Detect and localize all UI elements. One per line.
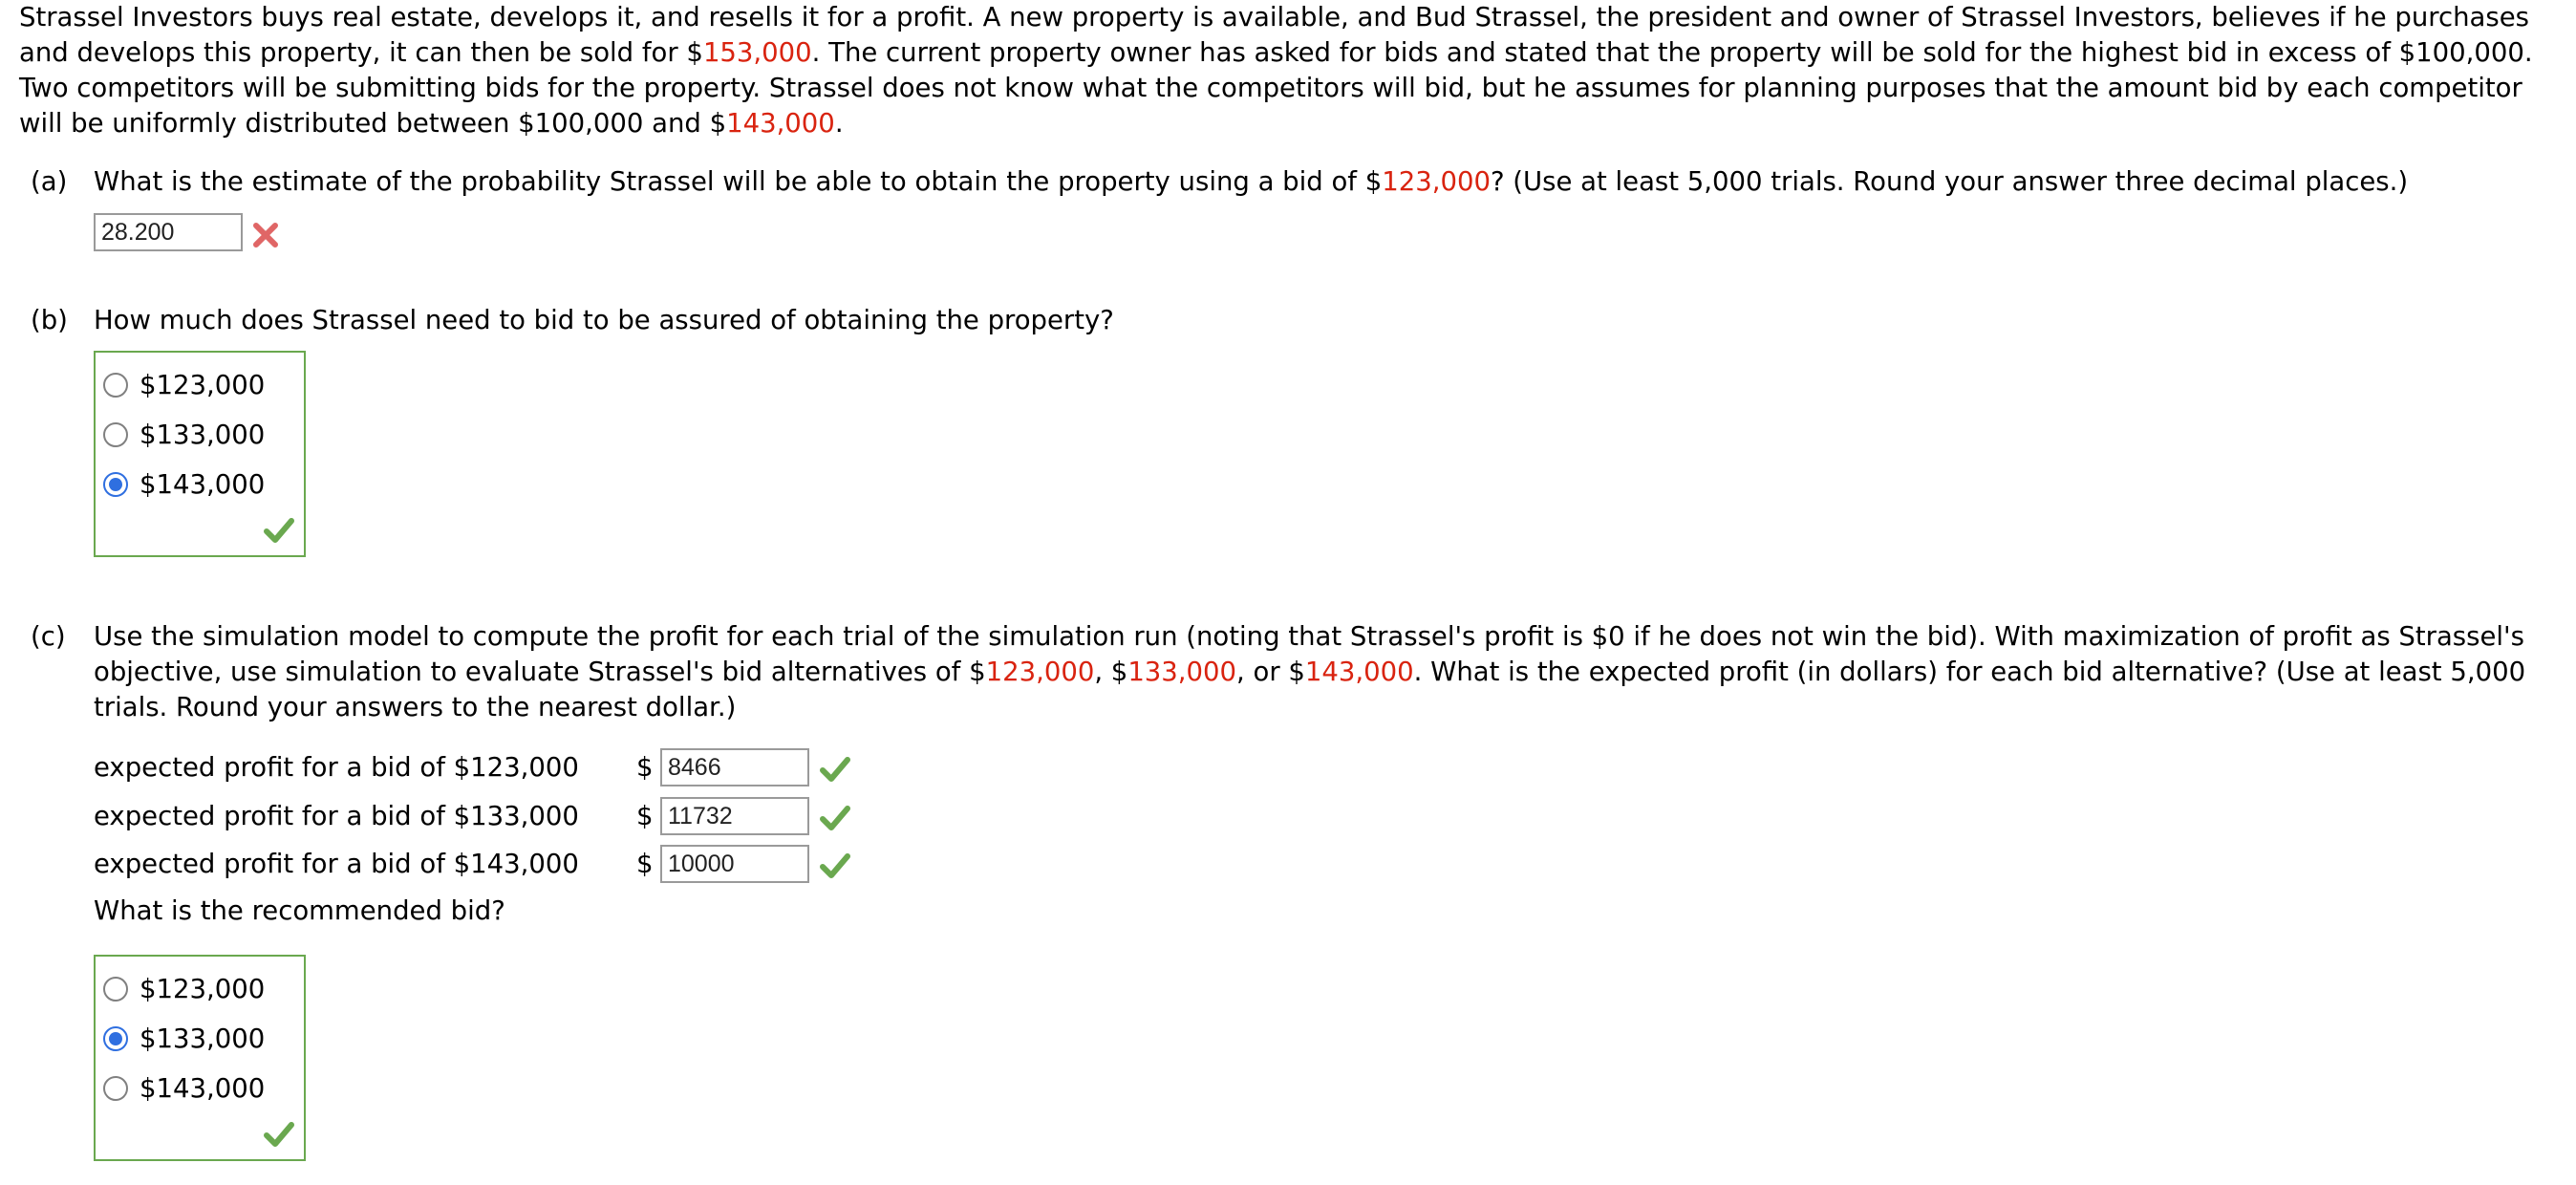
part-a-label: (a) [31, 166, 68, 197]
part-c-question-text-1: Use the simulation model to compute the profit for each trial of the simulation run (noting that Strassel's profit is $0 if he does not win the bid). With maximization of profit as Strassel's objective, use simulation to evaluate Strassel's bid alternatives of $ [94, 621, 2524, 687]
part-c-question [94, 619, 2559, 725]
intro-text-1: Strassel Investors buys real estate, develops it, and resells it for a profit. A new property is available, and Bud Strassel, the president and owner of Strassel Investors, believes if he purchases and develops this property, it can then be sold for $ [19, 2, 2529, 68]
part-b-question: How much does Strassel need to bid to be assured of obtaining the property? [94, 305, 1114, 335]
radio-button-selected[interactable] [103, 1026, 128, 1051]
part-a-question-text-2: ? (Use at least 5,000 trials. Round your answer three decimal places.) [1490, 166, 2409, 197]
radio-button[interactable] [103, 1076, 128, 1101]
part-c-question-text-2: , $ [1094, 657, 1128, 687]
problem-statement [19, 0, 2561, 141]
check-icon [264, 517, 294, 544]
part-b [31, 303, 2515, 341]
radio-label: $133,000 [140, 1023, 266, 1054]
part-c-label: (c) [31, 621, 66, 652]
recommended-bid-radio-group [94, 955, 306, 1161]
x-icon [251, 221, 280, 249]
radio-button[interactable] [103, 373, 128, 398]
profit-label: expected profit for a bid of $133,000 [94, 801, 579, 831]
radio-label: $123,000 [140, 370, 266, 400]
part-c-question-text-4: . What is the expected profit (in dollars) for each bid alternative? (Use at least 5,000 trials. Round your answers to the nearest dollar.) [94, 657, 2526, 722]
currency-symbol: $ [636, 752, 654, 783]
part-a-question-text-1: What is the estimate of the probability Strassel will be able to obtain the property using a bid of $ [94, 166, 1383, 197]
part-b-label: (b) [31, 305, 68, 335]
radio-button[interactable] [103, 977, 128, 1002]
part-c-question-text-3: , or $ [1236, 657, 1305, 687]
currency-symbol: $ [636, 849, 654, 879]
currency-symbol: $ [636, 801, 654, 831]
part-b-radio-group [94, 351, 306, 557]
part-c-bid-3: 143,000 [1304, 657, 1414, 687]
intro-text-2: . The current property owner has asked for bids and stated that the property will be sold for the highest bid in excess of $100,000. Two competitors will be submitting bids for the property. Strassel does not know what the competitors will bid, but he assumes for planning purposes that the amount bid by each competitor will be uniformly distributed between $100,000 and $ [19, 37, 2533, 139]
radio-option-143000[interactable] [101, 1064, 302, 1113]
radio-label: $123,000 [140, 974, 266, 1004]
check-icon [820, 756, 850, 783]
radio-option-133000[interactable] [101, 410, 302, 460]
part-c-bid-2: 133,000 [1127, 657, 1237, 687]
radio-label: $143,000 [140, 469, 266, 500]
sale-price-value: 153,000 [702, 37, 812, 68]
recommended-bid-question: What is the recommended bid? [94, 895, 505, 926]
profit-label: expected profit for a bid of $143,000 [94, 849, 579, 879]
check-icon [264, 1121, 294, 1148]
profit-input-133000[interactable]: 11732 [660, 797, 809, 835]
part-c-bid-1: 123,000 [985, 657, 1095, 687]
radio-label: $133,000 [140, 420, 266, 450]
radio-option-123000[interactable] [101, 964, 302, 1014]
part-a-question [94, 164, 2559, 200]
profit-input-123000[interactable]: 8466 [660, 748, 809, 786]
profit-label: expected profit for a bid of $123,000 [94, 752, 579, 783]
intro-text-3: . [834, 108, 844, 139]
part-a [31, 164, 2515, 203]
part-c [31, 619, 2553, 728]
radio-option-123000[interactable] [101, 360, 302, 410]
part-a-bid-value: 123,000 [1382, 166, 1491, 197]
radio-label: $143,000 [140, 1073, 266, 1104]
check-icon [820, 805, 850, 831]
probability-input[interactable]: 28.200 [94, 213, 243, 251]
radio-option-143000[interactable] [101, 460, 302, 509]
radio-button[interactable] [103, 422, 128, 447]
check-icon [820, 852, 850, 879]
profit-input-143000[interactable]: 10000 [660, 845, 809, 883]
upper-bid-value: 143,000 [726, 108, 835, 139]
radio-button-selected[interactable] [103, 472, 128, 497]
radio-option-133000[interactable] [101, 1014, 302, 1064]
